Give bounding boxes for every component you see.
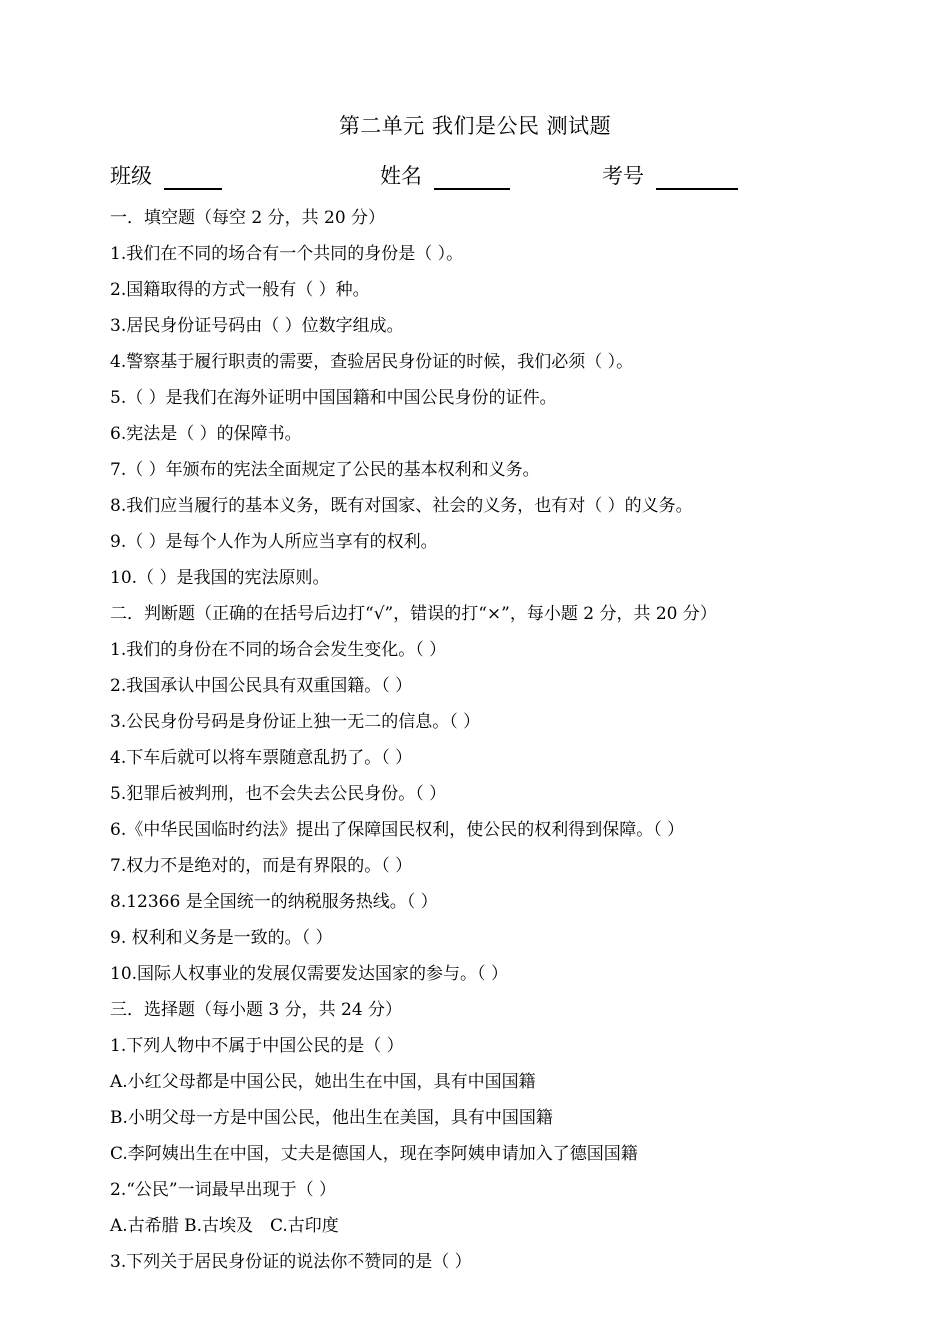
- true-false-question: 4.下车后就可以将车票随意乱扔了。（ ）: [110, 748, 413, 768]
- fill-blank-question: 7.（ ）年颁布的宪法全面规定了公民的基本权利和义务。: [110, 460, 540, 480]
- choice-option: B.小明父母一方是中国公民，他出生在美国，具有中国国籍: [110, 1108, 553, 1128]
- fill-blank-question: 3.居民身份证号码由（ ）位数字组成。: [110, 316, 404, 336]
- true-false-question: 6.《中华民国临时约法》提出了保障国民权利，使公民的权利得到保障。（ ）: [110, 820, 685, 840]
- fill-blank-question: 10.（ ）是我国的宪法原则。: [110, 568, 330, 588]
- section-heading-true-false: 二．判断题（正确的在括号后边打“√”，错误的打“×”，每小题 2 分，共 20 分）: [110, 604, 717, 624]
- name-blank: [434, 168, 510, 190]
- choice-question-stem: 1.下列人物中不属于中国公民的是（ ）: [110, 1036, 404, 1056]
- choice-option: C.李阿姨出生在中国，丈夫是德国人，现在李阿姨申请加入了德国国籍: [110, 1144, 638, 1164]
- choice-question-stem: 3.下列关于居民身份证的说法你不赞同的是（ ）: [110, 1252, 472, 1272]
- class-label: 班级: [110, 164, 152, 188]
- fill-blank-question: 8.我们应当履行的基本义务，既有对国家、社会的义务，也有对（ ）的义务。: [110, 496, 693, 516]
- true-false-question: 3.公民身份号码是身份证上独一无二的信息。（ ）: [110, 712, 481, 732]
- fill-blank-question: 4.警察基于履行职责的需要，查验居民身份证的时候，我们必须（ ）。: [110, 352, 634, 372]
- student-info-row: [110, 160, 870, 192]
- number-blank: [656, 168, 738, 190]
- exam-content: [110, 200, 870, 1280]
- true-false-question: 7.权力不是绝对的，而是有界限的。（ ）: [110, 856, 413, 876]
- class-field: [110, 160, 222, 190]
- class-blank: [164, 168, 222, 190]
- true-false-question: 9. 权利和义务是一致的。（ ）: [110, 928, 333, 948]
- choice-option: A.小红父母都是中国公民，她出生在中国，具有中国国籍: [110, 1072, 536, 1092]
- choice-options-inline: A.古希腊 B.古埃及 C.古印度: [110, 1216, 339, 1236]
- choice-question-stem: 2.“公民”一词最早出现于（ ）: [110, 1180, 337, 1200]
- true-false-question: 5.犯罪后被判刑，也不会失去公民身份。（ ）: [110, 784, 447, 804]
- fill-blank-question: 2.国籍取得的方式一般有（ ）种。: [110, 280, 370, 300]
- page-title: 第二单元 我们是公民 测试题: [338, 114, 612, 138]
- true-false-question: 1.我们的身份在不同的场合会发生变化。（ ）: [110, 640, 447, 660]
- section-heading-multiple-choice: 三．选择题（每小题 3 分，共 24 分）: [110, 1000, 403, 1020]
- fill-blank-question: 6.宪法是（ ）的保障书。: [110, 424, 302, 444]
- true-false-question: 10.国际人权事业的发展仅需要发达国家的参与。（ ）: [110, 964, 508, 984]
- fill-blank-question: 1.我们在不同的场合有一个共同的身份是（ ）。: [110, 244, 464, 264]
- fill-blank-question: 9.（ ）是每个人作为人所应当享有的权利。: [110, 532, 438, 552]
- number-field: [602, 160, 738, 190]
- true-false-question: 2.我国承认中国公民具有双重国籍。（ ）: [110, 676, 413, 696]
- name-label: 姓名: [380, 164, 422, 188]
- fill-blank-question: 5.（ ）是我们在海外证明中国国籍和中国公民身份的证件。: [110, 388, 557, 408]
- true-false-question: 8.12366 是全国统一的纳税服务热线。（ ）: [110, 892, 438, 912]
- number-label: 考号: [602, 164, 644, 188]
- section-heading-fill-blank: 一．填空题（每空 2 分，共 20 分）: [110, 208, 386, 228]
- name-field: [380, 160, 510, 190]
